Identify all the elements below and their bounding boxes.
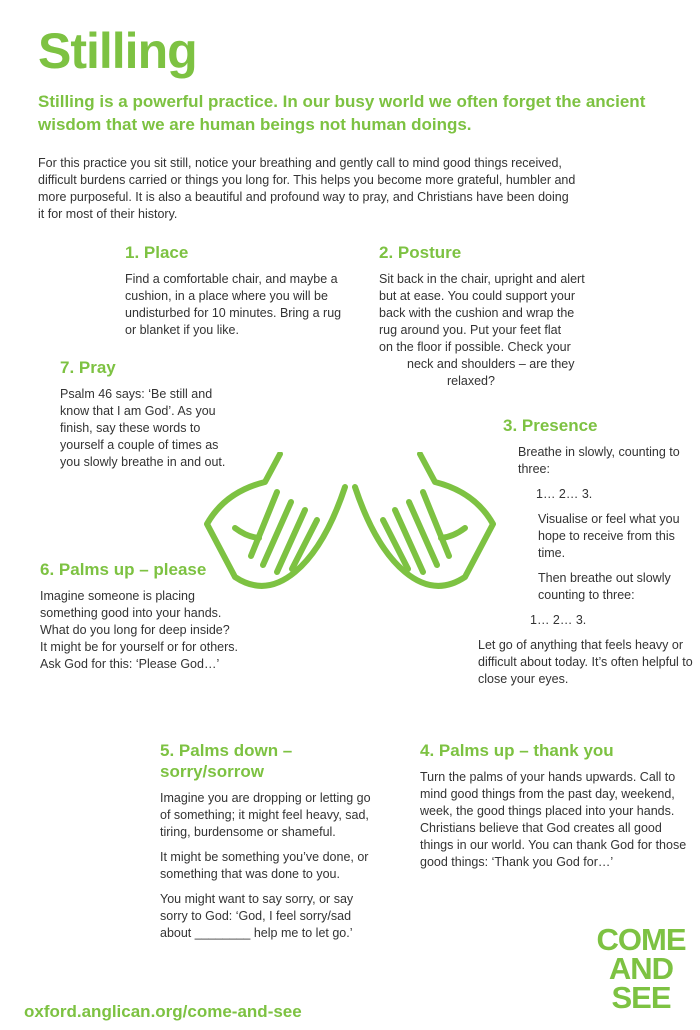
section-text: Then breathe out slowly counting to three: bbox=[538, 571, 671, 602]
logo-word: SEE bbox=[611, 980, 671, 1015]
section-text: Turn the palms of your hands upwards. Call to mind good things from the past day, weekend, week, the good things placed into your hands. Christians believe that God creates all good things in our world. You can thank God for those good things: ‘Thank you God for…’ bbox=[420, 770, 687, 869]
section-palms-down bbox=[160, 740, 375, 950]
section-text: Visualise or feel what you hope to receive from this time. bbox=[538, 512, 680, 560]
section-text: Psalm 46 says: ‘Be still and know that I am God’. As you finish, say these words to yourself a couple of times as you slowly breathe in and out. bbox=[60, 387, 226, 469]
section-posture bbox=[379, 242, 609, 398]
section-heading: 4. Palms up – thank you bbox=[420, 741, 614, 760]
section-heading: 1. Place bbox=[125, 243, 189, 262]
count-text: 1… 2… 3. bbox=[530, 613, 587, 627]
subtitle: Stilling is a powerful practice. In our busy world we often forget the ancient wisdom that we are human beings not human doings. bbox=[38, 92, 646, 134]
section-place bbox=[125, 242, 355, 347]
section-heading: 5. Palms down – sorry/sorrow bbox=[160, 741, 293, 781]
section-text bbox=[379, 271, 609, 390]
section-heading: 6. Palms up – please bbox=[40, 560, 207, 579]
section-palms-up-please bbox=[40, 559, 240, 681]
section-text: Breathe in slowly, counting to three: bbox=[518, 445, 680, 476]
section-palms-up-thank-you bbox=[420, 740, 690, 879]
text-line: neck and shoulders – are they bbox=[407, 357, 575, 371]
text-line: rug around you. Put your feet flat bbox=[379, 323, 562, 337]
section-presence bbox=[478, 415, 693, 696]
intro-paragraph: For this practice you sit still, notice your breathing and gently call to mind good things received, difficult burdens carried or things you long for. This helps you become more grateful, humbler and more purposeful. It is also a beautiful and profound way to pray, and Christians have been doing it for most of their history. bbox=[38, 156, 576, 221]
open-hands-icon bbox=[195, 452, 505, 602]
section-text: Find a comfortable chair, and maybe a cushion, in a place where you will be undisturbed for 10 minutes. Bring a rug or blanket if you like. bbox=[125, 272, 342, 337]
come-and-see-logo bbox=[585, 922, 697, 1015]
text-line: but at ease. You could support your bbox=[379, 289, 575, 303]
text-line: back with the cushion and wrap the bbox=[379, 306, 575, 320]
section-text: It might be something you’ve done, or something that was done to you. bbox=[160, 850, 369, 881]
footer-url-link[interactable]: oxford.anglican.org/come-and-see bbox=[24, 1002, 302, 1021]
logo-word: COME bbox=[596, 922, 686, 957]
text-line: on the floor if possible. Check your bbox=[379, 340, 571, 354]
count-text: 1… 2… 3. bbox=[536, 487, 593, 501]
logo-word: AND bbox=[608, 951, 674, 986]
section-heading: 7. Pray bbox=[60, 358, 116, 377]
page-title: Stilling bbox=[38, 23, 197, 79]
text-line: Sit back in the chair, upright and alert bbox=[379, 272, 585, 286]
section-text: Imagine you are dropping or letting go of something; it might feel heavy, sad, tiring, burdensome or shameful. bbox=[160, 791, 371, 839]
section-text: Imagine someone is placing something good into your hands. What do you long for deep inside? It might be for yourself or for others. Ask God for this: ‘Please God…’ bbox=[40, 589, 238, 671]
section-text: You might want to say sorry, or say sorry to God: ‘God, I feel sorry/sad about ________ help me to let go.’ bbox=[160, 892, 354, 940]
section-text: Let go of anything that feels heavy or difficult about today. It’s often helpful to close your eyes. bbox=[478, 638, 693, 686]
text-line: relaxed? bbox=[447, 374, 495, 388]
section-heading: 3. Presence bbox=[503, 416, 598, 435]
section-heading: 2. Posture bbox=[379, 243, 462, 262]
